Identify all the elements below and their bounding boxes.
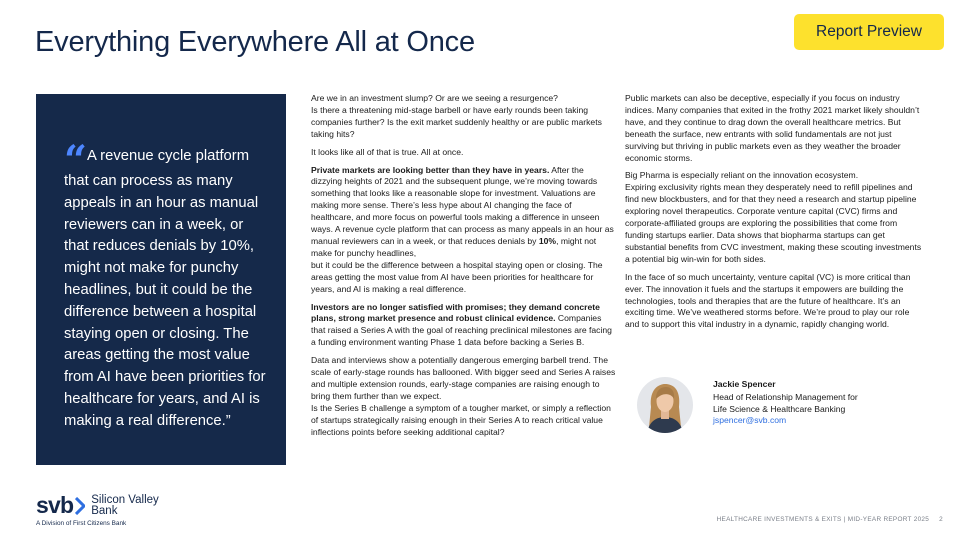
chevron-right-icon xyxy=(75,497,85,515)
article-paragraph: Data and interviews show a potentially dangerous emerging barbell trend. The scale of early-stage rounds has ballooned. With bigger seed and Series A raises and multiple extension rounds, early-stage companies are raising enough to bring them further than we expect. Is the Series B challenge a symptom of a tougher market, or simply a reflection of startups strategically raising enough in their Series A to reach critical value inflections points before seeking additional capital? xyxy=(311,355,616,437)
article-paragraph: In the face of so much uncertainty, venture capital (VC) is more critical than ever. The innovation it fuels and the startups it empowers are building the technologies, tools and therapies that are the future of healthcare. It’s an exciting time. We’ve weathered storms before. We’re proud to play our role and to support this vital industry in a dynamic, rapidly changing world. xyxy=(625,271,911,330)
svb-logo xyxy=(36,492,159,527)
author-photo-icon xyxy=(637,377,693,433)
page-footer xyxy=(717,516,943,523)
footer-report-title: HEALTHCARE INVESTMENTS & EXITS | MID-YEAR REPORT 2025 xyxy=(716,516,930,523)
avatar xyxy=(637,377,693,433)
author-title: Head of Relationship Management for xyxy=(713,391,858,402)
logo-name-line1: Silicon Valley xyxy=(91,493,159,506)
article-paragraph: It looks like all of that is true. All at once. xyxy=(311,146,464,157)
page-number: 2 xyxy=(939,516,943,523)
report-preview-button[interactable]: Report Preview xyxy=(794,14,944,50)
pull-quote-text: A revenue cycle platform that can process as many appeals in an hour as manual reviewers can in a week, or that reduces denials by 10%, might not make for punchy headlines, but it could be the difference between a hospital staying open or closing. The areas getting the most value from AI have been priorities for healthcare for years, and AI is making a real difference.” xyxy=(64,148,266,429)
author-email-link[interactable]: jspencer@svb.com xyxy=(713,415,787,426)
article-paragraph: Big Pharma is especially reliant on the innovation ecosystem. Expiring exclusivity rights mean they desperately need to refill pipelines and find new blockbusters, and for that they need a research and startup pipeline exploring novel therapeutics. Corporate venture capital (CVC) firms and corporate-affiliated groups are exploring the possibilities that come from funding startups earlier. Data shows that biopharma startups can get substantial benefits from CVC investment, making these scouting investments a potential big win-win for both sides. xyxy=(625,170,922,264)
logo-name-line2: Bank xyxy=(91,504,118,517)
author-card xyxy=(637,377,858,433)
author-name: Jackie Spencer xyxy=(713,379,776,389)
author-department: Life Science & Healthcare Banking xyxy=(713,403,846,414)
article-paragraph: Investors are no longer satisfied with promises; they demand concrete plans, strong market presence and robust clinical evidence. Companies that raised a Series A with the goal of reaching preclinical milestones are facing a funding environment wanting Phase 1 data before backing a Series B. xyxy=(311,301,612,348)
logo-subtitle: A Division of First Citizens Bank xyxy=(36,520,127,527)
pull-quote-panel xyxy=(36,94,286,465)
logo-mark: svb xyxy=(36,492,74,518)
quote-mark-icon: “ xyxy=(64,137,84,184)
article-paragraph: Public markets can also be deceptive, especially if you focus on industry indices. Many companies that exited in the frothy 2021 market likely shouldn’t have, and they continue to drag down the overall healthcare metrics. But beneath the surface, new entrants with solid fundamentals are not just surviving but thriving in public markets even as they weather the broader economic storms. xyxy=(625,93,920,163)
article-column-middle xyxy=(311,93,616,444)
page-title: Everything Everywhere All at Once xyxy=(35,26,475,58)
article-paragraph: Are we in an investment slump? Or are we seeing a resurgence? Is there a threatening mid-stage barbell or have early rounds been taking companies further? Is the exit market suddenly healthy or are public markets taking hits? xyxy=(311,93,602,139)
article-paragraph: Private markets are looking better than they have in years. After the dizzying heights of 2021 and the subsequent plunge, we’re moving towards something that looks like a reasonable slope for investment. Valuations are making more sense. There’s less hype about AI changing the face of healthcare, and more focus on powerful tools making a difference in unseen ways. A revenue cycle platform that can process as many appeals in an hour as manual reviewers can in a week, or that reduces denials by 10%, might not make for punchy headlines, but it could be the difference between a hospital staying open or closing. The areas getting the most value from AI have been priorities for healthcare for years, and AI is making a real difference. xyxy=(311,164,614,294)
article-column-right xyxy=(625,93,925,337)
